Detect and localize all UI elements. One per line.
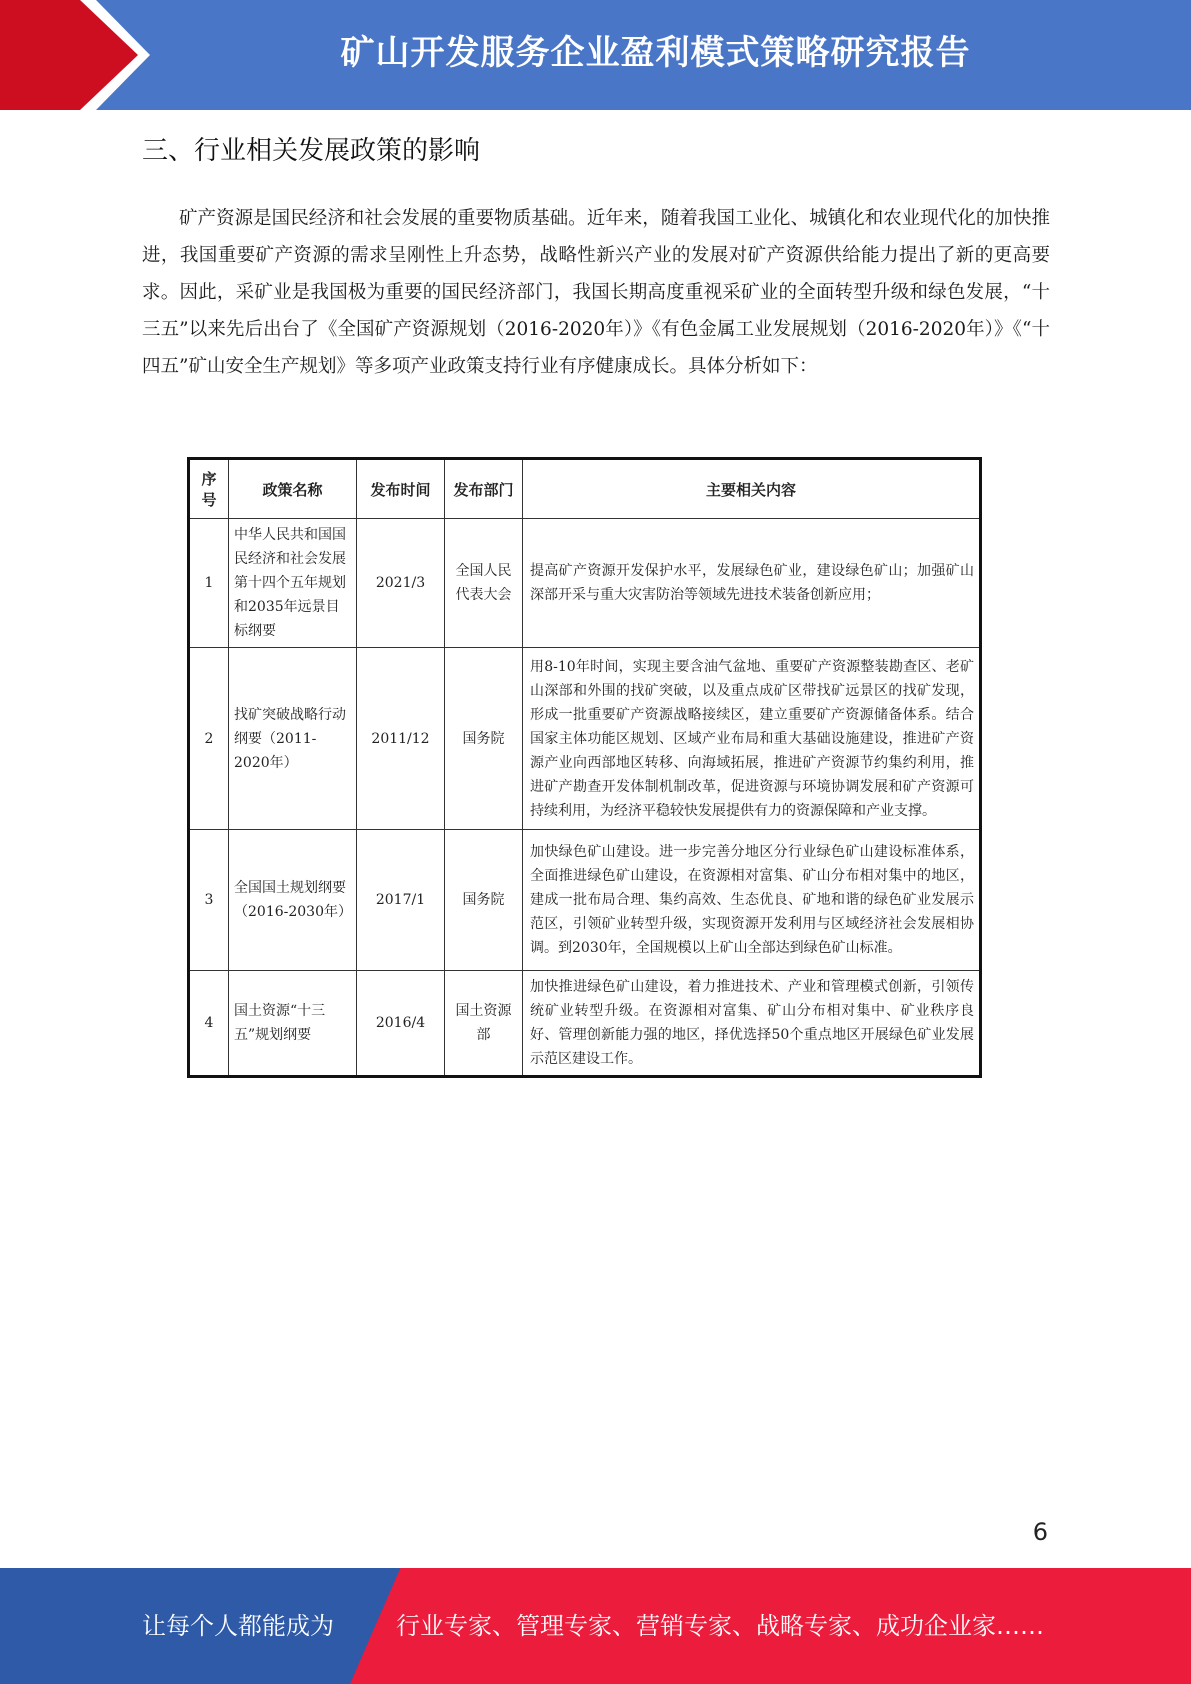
- row-no: 3: [189, 830, 229, 971]
- table-row: [189, 830, 981, 971]
- page-number: 6: [1032, 1518, 1048, 1546]
- row-dept: 国务院: [445, 830, 523, 971]
- row-no: 2: [189, 648, 229, 830]
- row-name: 中华人民共和国国民经济和社会发展第十四个五年规划和2035年远景目标纲要: [229, 519, 357, 648]
- row-dept: 全国人民代表大会: [445, 519, 523, 648]
- policy-table: [187, 457, 982, 1078]
- header-chevron-icon: [0, 0, 138, 110]
- header-no: 序号: [189, 459, 229, 519]
- row-date: 2016/4: [357, 971, 445, 1077]
- footer-banner: [0, 1568, 1191, 1684]
- row-date: 2021/3: [357, 519, 445, 648]
- header-dept: 发布部门: [445, 459, 523, 519]
- table-row: [189, 971, 981, 1077]
- row-no: 1: [189, 519, 229, 648]
- section-heading: 三、行业相关发展政策的影响: [142, 136, 481, 166]
- header-date: 发布时间: [357, 459, 445, 519]
- row-date: 2017/1: [357, 830, 445, 971]
- table-row: [189, 648, 981, 830]
- footer-slogan-right: 行业专家、管理专家、营销专家、战略专家、成功企业家……: [396, 1612, 1044, 1640]
- row-name: 全国国土规划纲要（2016-2030年）: [229, 830, 357, 971]
- row-content: 提高矿产资源开发保护水平，发展绿色矿业，建设绿色矿山；加强矿山深部开采与重大灾害防治等领域先进技术装备创新应用；: [523, 519, 981, 648]
- row-content: 加快推进绿色矿山建设，着力推进技术、产业和管理模式创新，引领传统矿业转型升级。在资源相对富集、矿山分布相对集中、矿业秩序良好、管理创新能力强的地区，择优选择50个重点地区开展绿色矿业发展示范区建设工作。: [523, 971, 981, 1077]
- table-row: [189, 519, 981, 648]
- header-banner: [0, 0, 1191, 110]
- row-name: 国土资源“十三五”规划纲要: [229, 971, 357, 1077]
- report-title: 矿山开发服务企业盈利模式策略研究报告: [340, 33, 971, 73]
- row-no: 4: [189, 971, 229, 1077]
- row-dept: 国务院: [445, 648, 523, 830]
- footer-slogan-left: 让每个人都能成为: [142, 1612, 334, 1640]
- table-header-row: [189, 459, 981, 519]
- header-name: 政策名称: [229, 459, 357, 519]
- row-content: 用8-10年时间，实现主要含油气盆地、重要矿产资源整装勘查区、老矿山深部和外围的找矿突破，以及重点成矿区带找矿远景区的找矿发现，形成一批重要矿产资源战略接续区，建立重要矿产资源储备体系。结合国家主体功能区规划、区域产业布局和重大基础设施建设，推进矿产资源产业向西部地区转移、向海域拓展，推进矿产资源节约集约利用，推进矿产勘查开发体制机制改革，促进资源与环境协调发展和矿产资源可持续利用，为经济平稳较快发展提供有力的资源保障和产业支撑。: [523, 648, 981, 830]
- row-content: 加快绿色矿山建设。进一步完善分地区分行业绿色矿山建设标准体系，全面推进绿色矿山建设，在资源相对富集、矿山分布相对集中的地区，建成一批布局合理、集约高效、生态优良、矿地和谐的绿色矿业发展示范区，引领矿业转型升级，实现资源开发利用与区域经济社会发展相协调。到2030年，全国规模以上矿山全部达到绿色矿山标准。: [523, 830, 981, 971]
- row-name: 找矿突破战略行动纲要（2011-2020年）: [229, 648, 357, 830]
- intro-paragraph: 矿产资源是国民经济和社会发展的重要物质基础。近年来，随着我国工业化、城镇化和农业现代化的加快推进，我国重要矿产资源的需求呈刚性上升态势，战略性新兴产业的发展对矿产资源供给能力提出了新的更高要求。因此，采矿业是我国极为重要的国民经济部门，我国长期高度重视采矿业的全面转型升级和绿色发展，“十三五”以来先后出台了《全国矿产资源规划（2016-2020年）》《有色金属工业发展规划（2016-2020年）》《“十四五”矿山安全生产规划》等多项产业政策支持行业有序健康成长。具体分析如下：: [142, 208, 1050, 377]
- row-dept: 国土资源部: [445, 971, 523, 1077]
- header-content: 主要相关内容: [523, 459, 981, 519]
- row-date: 2011/12: [357, 648, 445, 830]
